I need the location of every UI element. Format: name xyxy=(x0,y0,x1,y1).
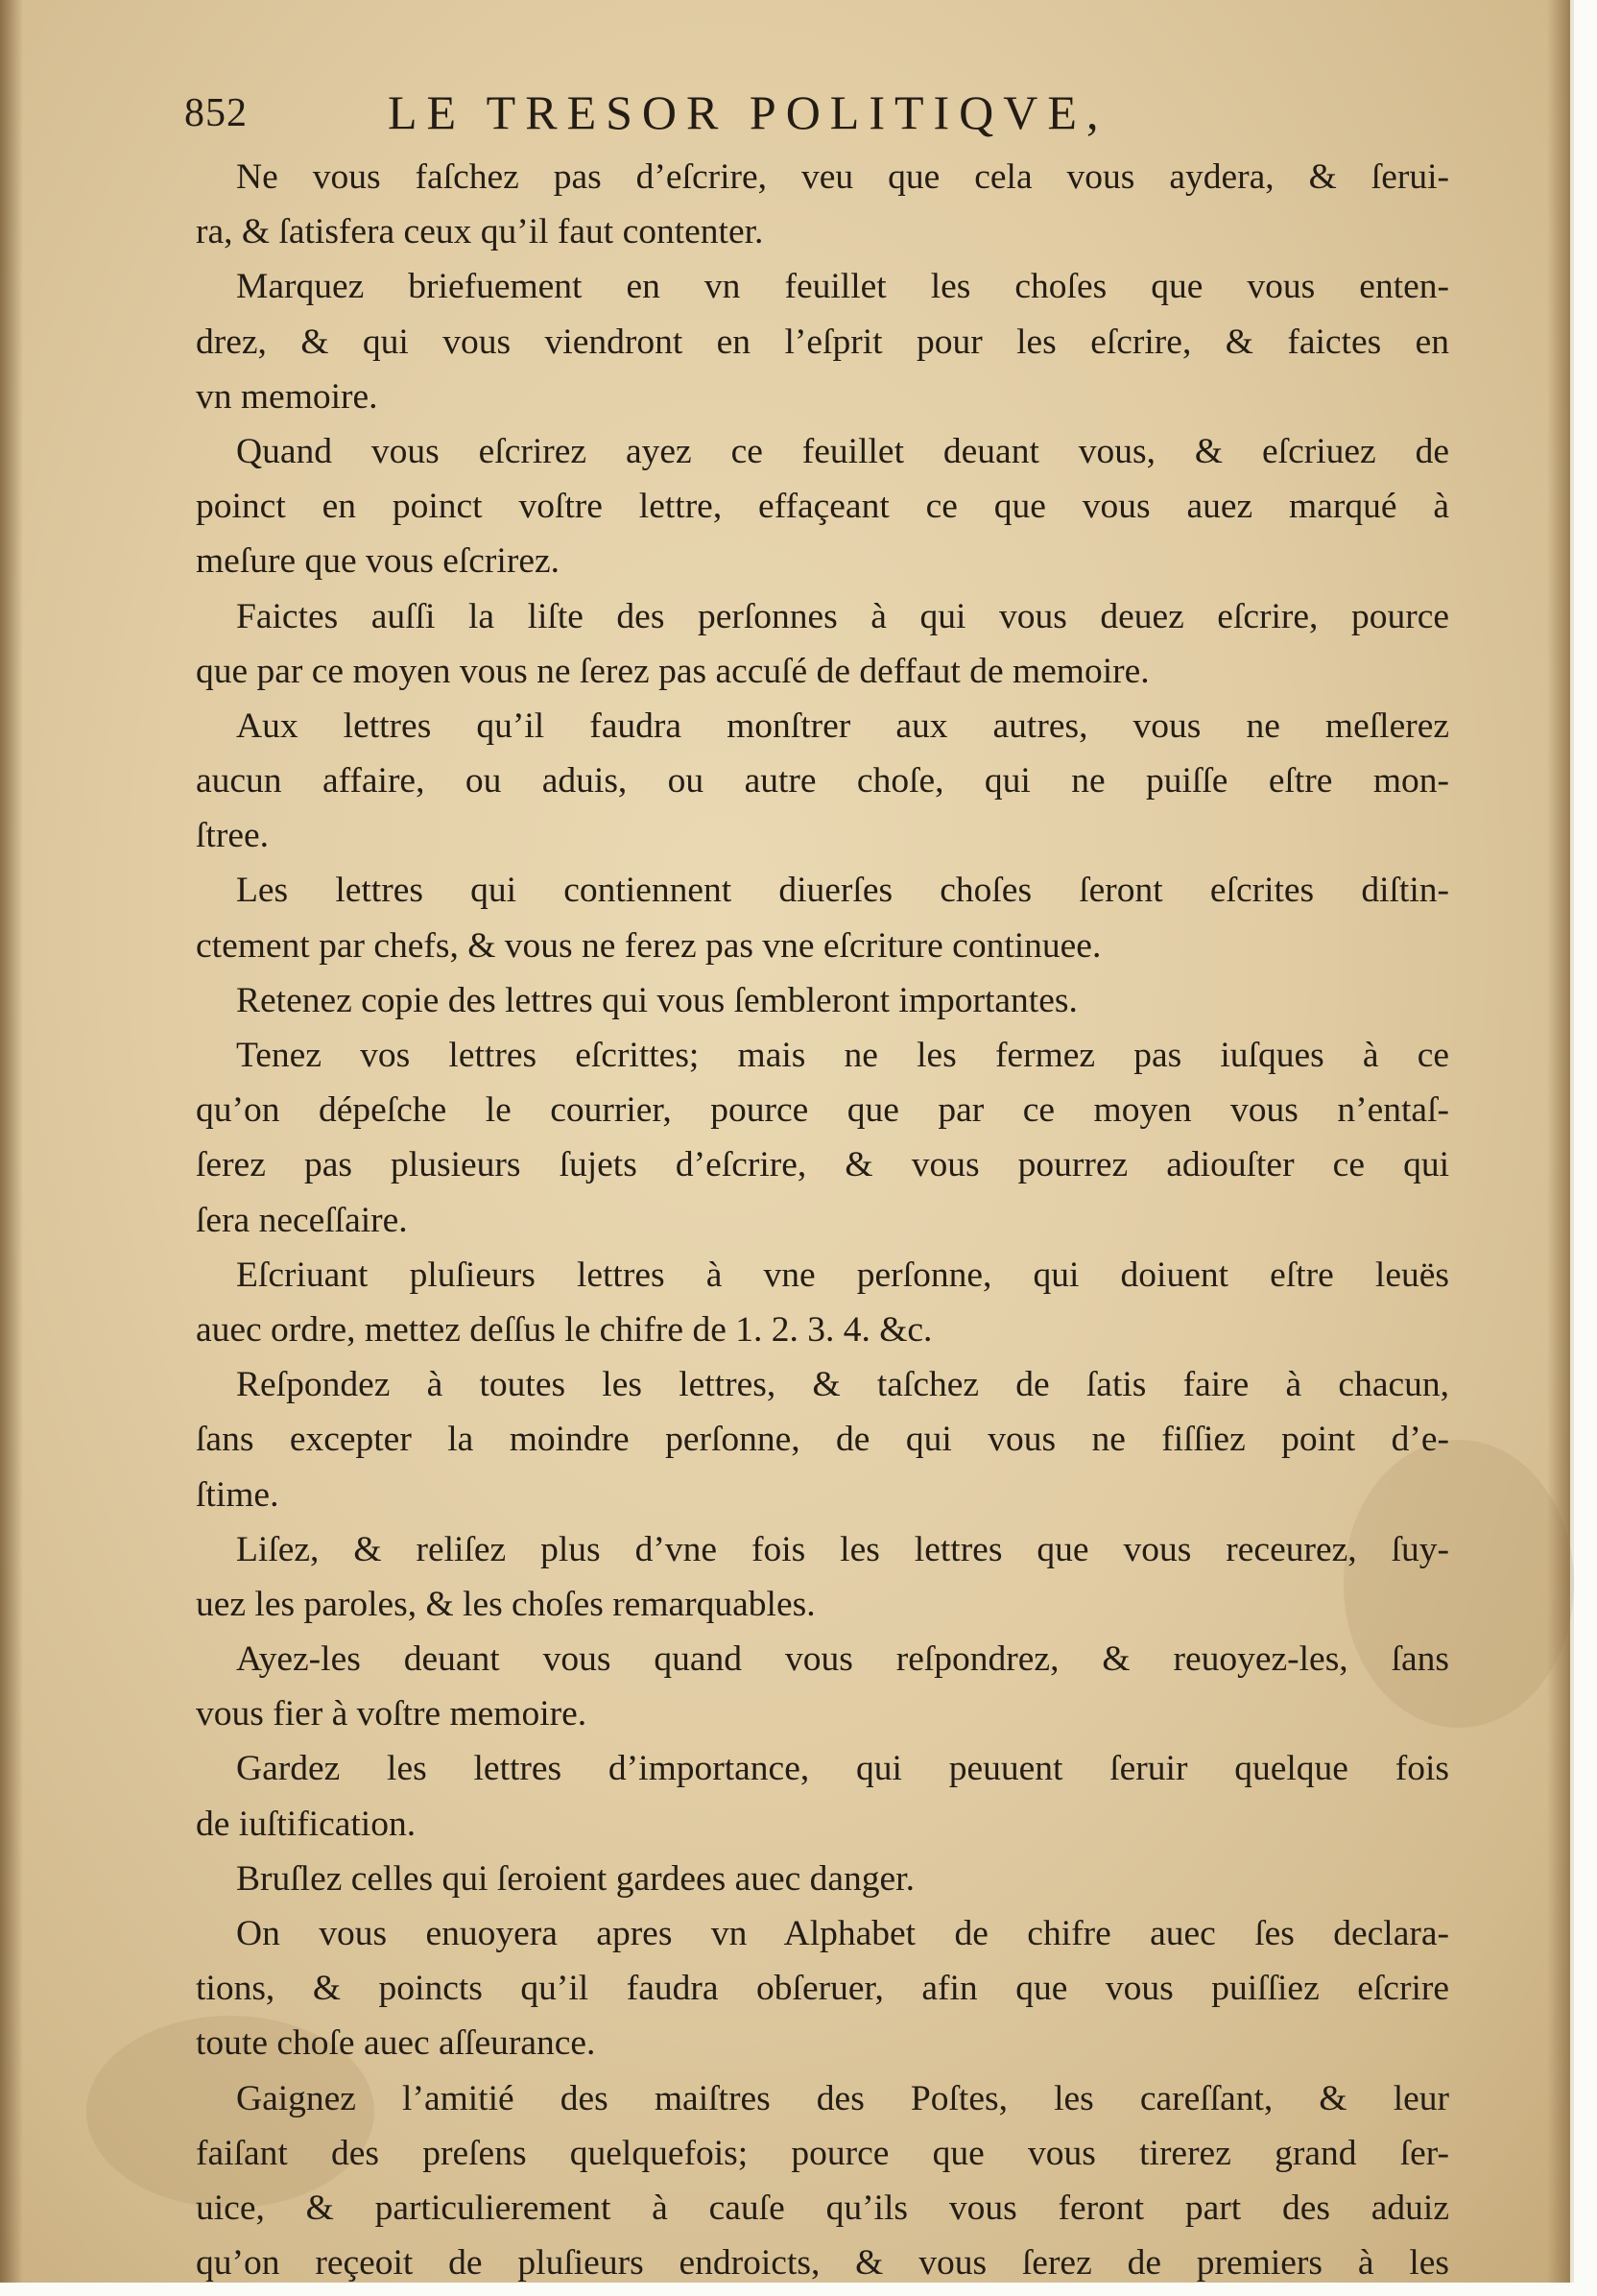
text-line: Les lettres qui contiennent diuerſes choſes ſeront eſcrites diſtin- xyxy=(236,871,1449,911)
page-number: 852 xyxy=(184,91,248,135)
text-line: aucun affaire, ou aduis, ou autre choſe, qui ne puiſſe eſtre mon- xyxy=(196,761,1449,801)
text-line: ſtime. xyxy=(196,1474,279,1515)
text-line: Liſez, & reliſez plus d’vne fois les lettres que vous receurez, ſuy- xyxy=(236,1529,1449,1569)
text-column xyxy=(184,79,1449,2290)
text-line: ra, & ſatisfera ceux qu’il faut contenter. xyxy=(196,212,764,252)
text-line: ſans excepter la moindre perſonne, de qui vous ne fiſſiez point d’e- xyxy=(196,1420,1449,1460)
text-line: Aux lettres qu’il faudra monſtrer aux autres, vous ne meſlerez xyxy=(236,706,1449,746)
text-line: ſtree. xyxy=(196,816,269,856)
scan-margin xyxy=(1570,0,1597,2296)
text-line: Ne vous faſchez pas d’eſcrire, veu que cela vous aydera, & ſerui- xyxy=(236,157,1449,197)
text-line: Faictes auſſi la liſte des perſonnes à qui vous deuez eſcrire, pource xyxy=(236,596,1449,636)
running-title: LE TRESOR POLITIQVE, xyxy=(388,85,1108,139)
text-line: Ayez-les deuant vous quand vous reſpondrez, & reuoyez-les, ſans xyxy=(236,1639,1449,1680)
running-head xyxy=(184,79,1449,142)
text-line: ctement par chefs, & vous ne ferez pas vne eſcriture continuee. xyxy=(196,925,1102,966)
text-line: Reſpondez à toutes les lettres, & taſchez de ſatis faire à chacun, xyxy=(236,1365,1449,1405)
text-line: que par ce moyen vous ne ſerez pas accuſé de deffaut de memoire. xyxy=(196,651,1150,691)
text-line: Eſcriuant pluſieurs lettres à vne perſonne, qui doiuent eſtre leuës xyxy=(236,1255,1449,1295)
text-line: Marquez briefuement en vn feuillet les choſes que vous enten- xyxy=(236,267,1449,307)
text-line: Tenez vos lettres eſcrittes; mais ne les fermez pas iuſques à ce xyxy=(236,1036,1449,1075)
text-line: vn memoire. xyxy=(196,376,378,417)
text-line: tions, & poincts qu’il faudra obſeruer, afin que vous puiſſiez eſcrire xyxy=(196,1969,1449,2009)
text-line: Gaignez l’amitié des maiſtres des Poſtes, les careſſant, & leur xyxy=(236,2078,1449,2118)
text-line: vous fier à voſtre memoire. xyxy=(196,1694,587,1734)
text-line: qu’on dépeſche le courrier, pource que par ce moyen vous n’entaſ- xyxy=(196,1090,1449,1131)
text-line: toute choſe auec aſſeurance. xyxy=(196,2023,596,2064)
text-line: uez les paroles, & les choſes remarquables. xyxy=(196,1584,816,1624)
text-line: ſera neceſſaire. xyxy=(196,1200,408,1240)
text-line: de iuſtification. xyxy=(196,1804,417,1844)
text-line: Retenez copie des lettres qui vous ſembleront importantes. xyxy=(236,980,1078,1020)
text-line: faiſant des preſens quelquefois; pource que vous tirerez grand ſer- xyxy=(196,2133,1449,2173)
text-line: Quand vous eſcrirez ayez ce feuillet deuant vous, & eſcriuez de xyxy=(236,431,1449,471)
page-edge-shadow xyxy=(1547,0,1570,2296)
text-line: uice, & particulierement à cauſe qu’ils vous feront part des aduiz xyxy=(196,2188,1449,2228)
text-line: drez, & qui vous viendront en l’eſprit pour les eſcrire, & faictes en xyxy=(196,322,1449,362)
text-line: meſure que vous eſcrirez. xyxy=(196,541,560,582)
text-line: auec ordre, mettez deſſus le chifre de 1. 2. 3. 4. &c. xyxy=(196,1309,933,1350)
text-line: poinct en poinct voſtre lettre, effaçeant ce que vous auez marqué à xyxy=(196,487,1449,527)
text-line: Gardez les lettres d’importance, qui peuuent ſeruir quelque fois xyxy=(236,1749,1449,1789)
text-line: On vous enuoyera apres vn Alphabet de chifre auec ſes declara- xyxy=(236,1914,1449,1953)
text-line: Bruſlez celles qui ſeroient gardees auec danger. xyxy=(236,1858,915,1899)
text-line: ſerez pas plusieurs ſujets d’eſcrire, & vous pourrez adiouſter ce qui xyxy=(196,1145,1449,1185)
binding-shadow xyxy=(0,0,23,2296)
text-line: qu’on reçeoit de pluſieurs endroicts, & vous ſerez de premiers à les xyxy=(196,2243,1449,2284)
